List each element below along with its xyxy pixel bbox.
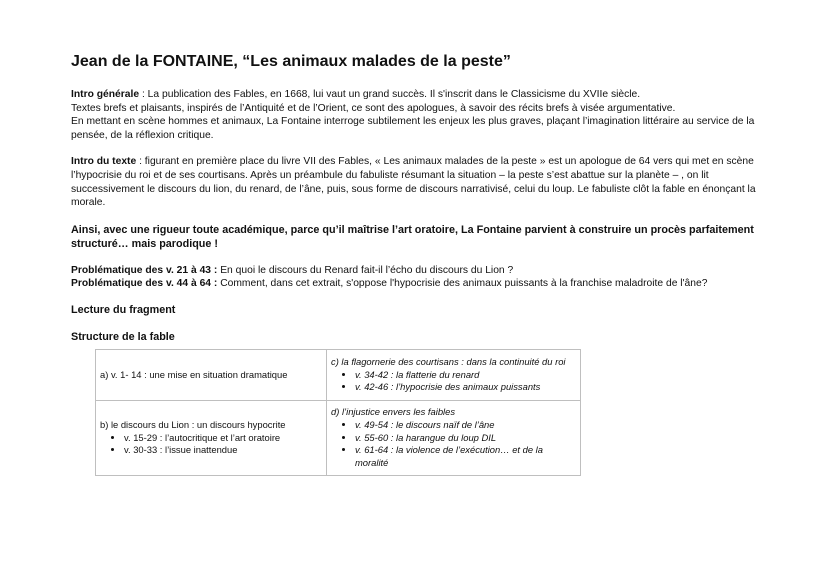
cell-d-title: d) l’injustice envers les faibles bbox=[331, 406, 456, 418]
cell-c-title: c) la flagornerie des courtisans : dans la continuité du roi bbox=[331, 356, 566, 368]
intro-texte-text: : figurant en première place du livre VII des Fables, « Les animaux malades de la peste » est un apologue de 64 vers qui met en scène l’hypocrisie du roi et de ses courtisans. Après un préambule du fabuliste résumant la situation – la peste s’est abattue sur la planète – , on lit successivement le discours du lion, du renard, de l’âne, puis, sous forme de discours narrativisé, celui du loup. Le fabuliste clôt la fable en énonçant la morale. bbox=[71, 156, 756, 209]
intro-generale-label: Intro générale bbox=[71, 89, 140, 100]
document-page bbox=[71, 52, 761, 476]
cell-a bbox=[96, 349, 327, 400]
document-title: Jean de la FONTAINE, “Les animaux malades de la peste” bbox=[71, 53, 511, 70]
cell-d bbox=[327, 400, 581, 475]
problematique-2-label: Problématique des v. 44 à 64 : bbox=[71, 278, 218, 290]
problematique-1 bbox=[71, 264, 761, 278]
list-item: • v. 15-29 : l’autocritique et l’art oratoire bbox=[124, 432, 322, 445]
cell-b bbox=[96, 400, 327, 475]
list-item: • v. 42-46 : l’hypocrisie des animaux puissants bbox=[355, 381, 576, 394]
list-item: • v. 55-60 : la harangue du loup DIL bbox=[355, 432, 576, 445]
thesis-statement: Ainsi, avec une rigueur toute académique, parce qu’il maîtrise l’art oratoire, La Fontaine parvient à construire un procès parfaitement structuré… mais parodique ! bbox=[71, 223, 754, 250]
problematique-1-label: Problématique des v. 21 à 43 : bbox=[71, 264, 218, 276]
intro-generale-paragraph bbox=[71, 88, 761, 102]
cell-b-title: b) le discours du Lion : un discours hypocrite bbox=[100, 419, 286, 431]
intro-generale-line-3: En mettant en scène hommes et animaux, La Fontaine interroge subtilement les enjeux les plus graves, plaçant l’imagination littéraire au service de la pensée, de la réflexion critique. bbox=[71, 116, 755, 141]
problematique-2-text: Comment, dans cet extrait, s'oppose l'hypocrisie des animaux puissants à la franchise maladroite de l'âne? bbox=[217, 278, 708, 290]
list-item: • v. 30-33 : l’issue inattendue bbox=[124, 444, 322, 457]
lecture-heading: Lecture du fragment bbox=[71, 303, 176, 316]
structure-heading: Structure de la fable bbox=[71, 330, 175, 343]
structure-table bbox=[95, 349, 581, 476]
intro-generale-text: : La publication des Fables, en 1668, lui vaut un grand succès. Il s'inscrit dans le Classicisme du XVIIe siècle. bbox=[139, 89, 641, 100]
list-item: • v. 34-42 : la flatterie du renard bbox=[355, 369, 576, 382]
problematique-2 bbox=[71, 277, 761, 291]
list-item: • v. 49-54 : le discours naïf de l’âne bbox=[355, 419, 576, 432]
cell-c bbox=[327, 349, 581, 400]
list-item: • v. 61-64 : la violence de l’exécution… et de la moralité bbox=[355, 444, 576, 469]
intro-generale-line-2: Textes brefs et plaisants, inspirés de l’Antiquité et de l’Orient, ce sont des apologues, à savoir des récits brefs à visée argumentative. bbox=[71, 102, 676, 114]
intro-texte-paragraph bbox=[71, 155, 761, 209]
problematique-1-text: En quoi le discours du Renard fait-il l’écho du discours du Lion ? bbox=[217, 264, 514, 276]
intro-texte-label: Intro du texte bbox=[71, 156, 137, 168]
cell-a-title: a) v. 1- 14 : une mise en situation dramatique bbox=[100, 368, 288, 380]
